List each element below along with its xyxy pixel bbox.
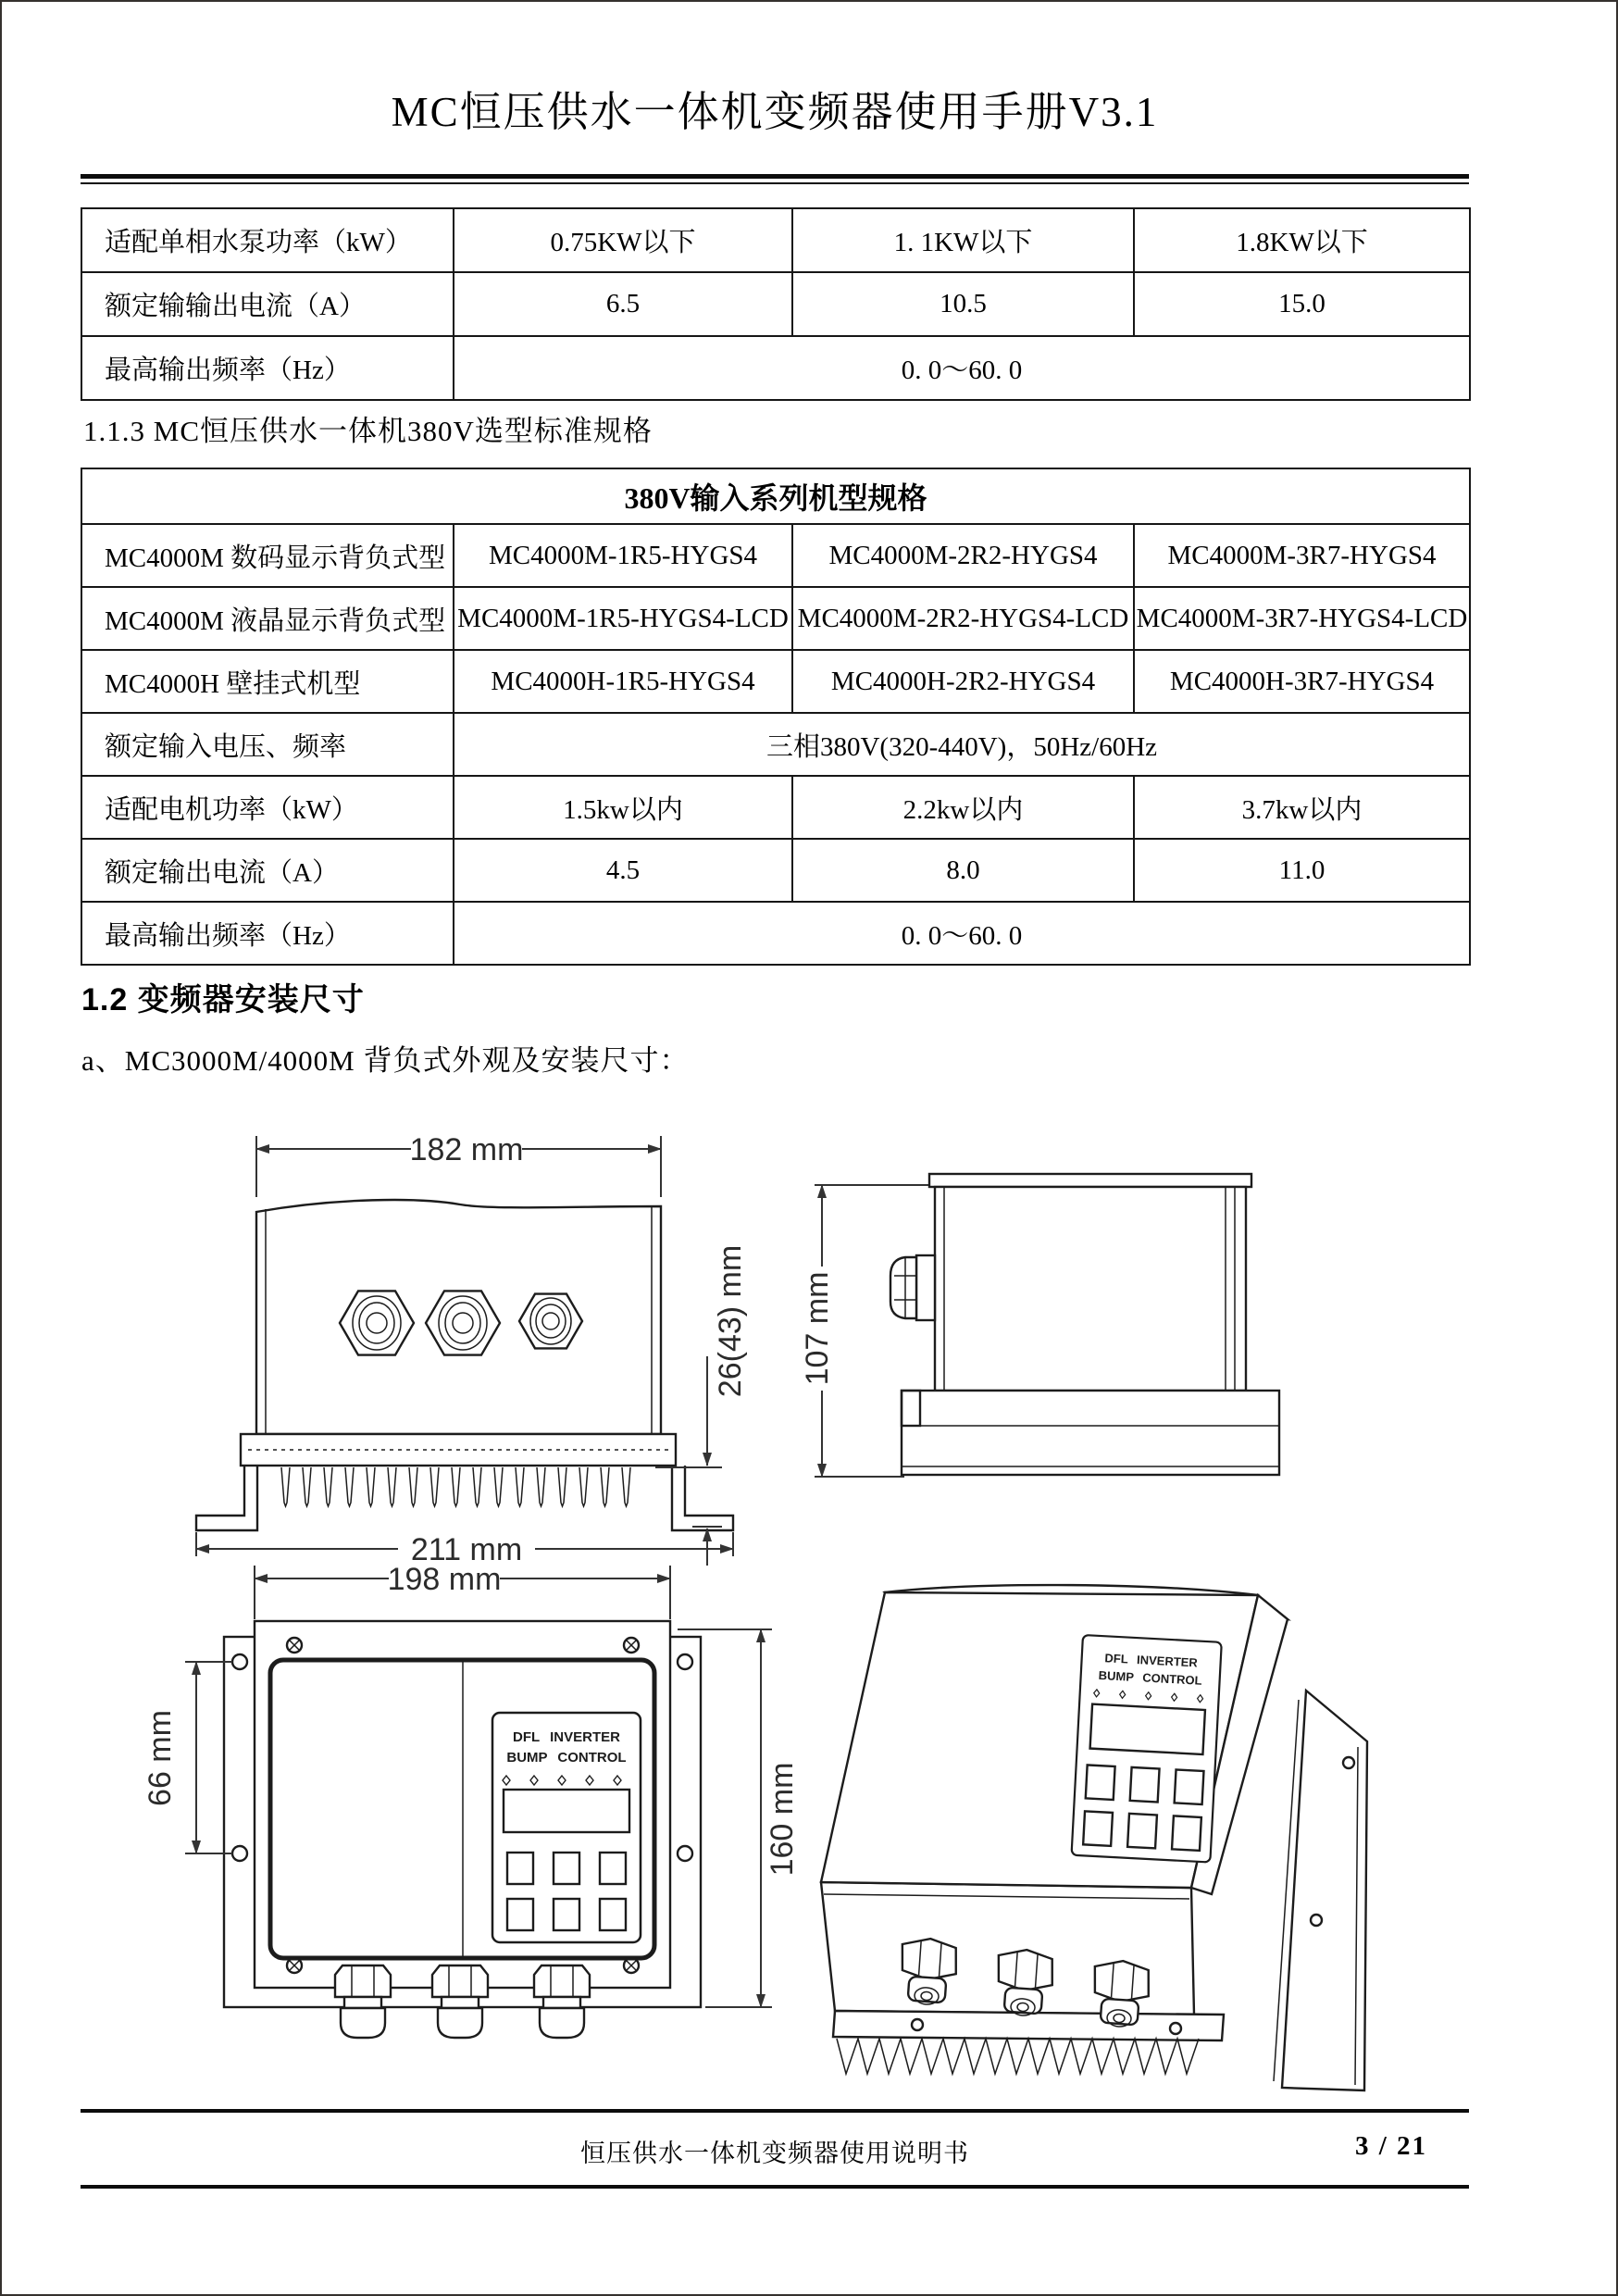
table-row — [81, 336, 1470, 400]
cable-gland-bottom — [432, 1965, 488, 2038]
table-row — [81, 839, 1470, 902]
cell-value: MC4000M-3R7-HYGS4-LCD — [1134, 587, 1470, 650]
cell-value: 3.7kw以内 — [1134, 776, 1470, 839]
cell-value-span: 0. 0～60. 0 — [454, 336, 1470, 400]
cell-value: 0.75KW以下 — [454, 208, 792, 272]
footer-rule-bottom — [81, 2185, 1469, 2189]
table-row — [81, 713, 1470, 776]
dim-label-107: 107 mm — [800, 1271, 835, 1386]
panel-brand-line2: BUMP CONTROL — [1098, 1667, 1202, 1688]
table-title: 380V输入系列机型规格 — [81, 468, 1470, 524]
heatsink-base-side — [902, 1391, 1279, 1475]
cell-value: MC4000M-2R2-HYGS4-LCD — [792, 587, 1134, 650]
dimension-hole-spacing — [143, 1662, 232, 1853]
isometric-view-drawing — [816, 1531, 1501, 2098]
front-view-drawing — [141, 1108, 789, 1571]
cell-value: MC4000M-2R2-HYGS4 — [792, 524, 1134, 587]
cell-label: MC4000H 壁挂式机型 — [81, 650, 454, 713]
cell-value: 4.5 — [454, 839, 792, 902]
cell-label: 适配单相水泵功率（kW） — [81, 208, 454, 272]
cell-value: 1.5kw以内 — [454, 776, 792, 839]
cable-gland-side — [890, 1255, 935, 1320]
mounting-bracket-right — [672, 1466, 733, 1530]
dim-label-182: 182 mm — [409, 1132, 524, 1167]
table-220v-specs — [81, 207, 1471, 401]
footer-rule-top — [81, 2109, 1469, 2113]
cell-label: 适配电机功率（kW） — [81, 776, 454, 839]
cell-label: 额定输出电流（A） — [81, 839, 454, 902]
cell-value: 1. 1KW以下 — [792, 208, 1134, 272]
table-row — [81, 272, 1470, 336]
table-row — [81, 468, 1470, 524]
table-row — [81, 208, 1470, 272]
table-row — [81, 902, 1470, 965]
cell-value: 6.5 — [454, 272, 792, 336]
heatsink-fins-iso — [837, 2039, 1199, 2074]
cell-value: MC4000M-3R7-HYGS4 — [1134, 524, 1470, 587]
section-1-2-heading: 1.2 变频器安装尺寸 — [81, 982, 365, 1017]
dim-label-66: 66 mm — [143, 1710, 178, 1806]
section-1-1-3-heading: 1.1.3 MC恒压供水一体机380V选型标准规格 — [83, 415, 653, 447]
dimension-width-top — [256, 1132, 661, 1197]
cell-label: 额定输入电压、频率 — [81, 713, 454, 776]
device-body-side — [929, 1174, 1251, 1391]
cell-value: 2.2kw以内 — [792, 776, 1134, 839]
cell-value-span: 三相380V(320-440V)，50Hz/60Hz — [454, 713, 1470, 776]
panel-brand-line2: BUMP CONTROL — [506, 1750, 627, 1766]
table-row — [81, 524, 1470, 587]
cell-label: 最高输出频率（Hz） — [81, 336, 454, 400]
cell-label: MC4000M 数码显示背负式型 — [81, 524, 454, 587]
cell-value: 10.5 — [792, 272, 1134, 336]
table-380v-specs — [81, 468, 1471, 966]
cell-value: 1.8KW以下 — [1134, 208, 1470, 272]
mounting-bracket-left — [196, 1466, 257, 1530]
cell-value: MC4000M-1R5-HYGS4-LCD — [454, 587, 792, 650]
page-title: MC恒压供水一体机变频器使用手册V3.1 — [391, 89, 1159, 135]
cable-gland-bottom — [335, 1965, 391, 2038]
cable-gland-bottom — [534, 1965, 590, 2038]
keypad-panel — [492, 1713, 641, 1942]
footer-doc-name: 恒压供水一体机变频器使用说明书 — [580, 2140, 969, 2167]
heatsink-fins — [281, 1467, 630, 1506]
wall-mount-front-drawing — [113, 1541, 807, 2051]
cell-value: 11.0 — [1134, 839, 1470, 902]
cell-value: 15.0 — [1134, 272, 1470, 336]
heatsink-base — [241, 1434, 676, 1466]
cell-value: 8.0 — [792, 839, 1134, 902]
cell-label: 最高输出频率（Hz） — [81, 902, 454, 965]
cell-value: MC4000H-1R5-HYGS4 — [454, 650, 792, 713]
dim-label-211: 211 mm — [410, 1532, 523, 1567]
cell-value: MC4000H-3R7-HYGS4 — [1134, 650, 1470, 713]
item-a-caption: a、MC3000M/4000M 背负式外观及安装尺寸： — [81, 1044, 690, 1077]
side-view-drawing — [798, 1157, 1353, 1491]
table-row — [81, 587, 1470, 650]
cell-label: 额定输输出电流（A） — [81, 272, 454, 336]
top-lid — [929, 1174, 1251, 1187]
panel-brand-line1: DFL INVERTER — [513, 1729, 620, 1745]
dim-label-26-43: 26(43) mm — [713, 1244, 748, 1398]
cell-value-span: 0. 0～60. 0 — [454, 902, 1470, 965]
dim-label-160: 160 mm — [765, 1762, 800, 1877]
dim-label-198: 198 mm — [387, 1562, 502, 1597]
dimension-width-top — [255, 1562, 670, 1619]
cell-label: MC4000M 液晶显示背负式型 — [81, 587, 454, 650]
cell-value: MC4000H-2R2-HYGS4 — [792, 650, 1134, 713]
table-row — [81, 650, 1470, 713]
footer-page-number: 3 / 21 — [1355, 2131, 1428, 2161]
panel-brand-line1: DFL INVERTER — [1104, 1651, 1199, 1670]
mounting-plate-iso — [1274, 1691, 1367, 2090]
device-body — [256, 1200, 661, 1434]
table-row — [81, 776, 1470, 839]
cell-value: MC4000M-1R5-HYGS4 — [454, 524, 792, 587]
header-double-rule — [81, 174, 1469, 184]
keypad-panel-iso — [1072, 1635, 1222, 1863]
